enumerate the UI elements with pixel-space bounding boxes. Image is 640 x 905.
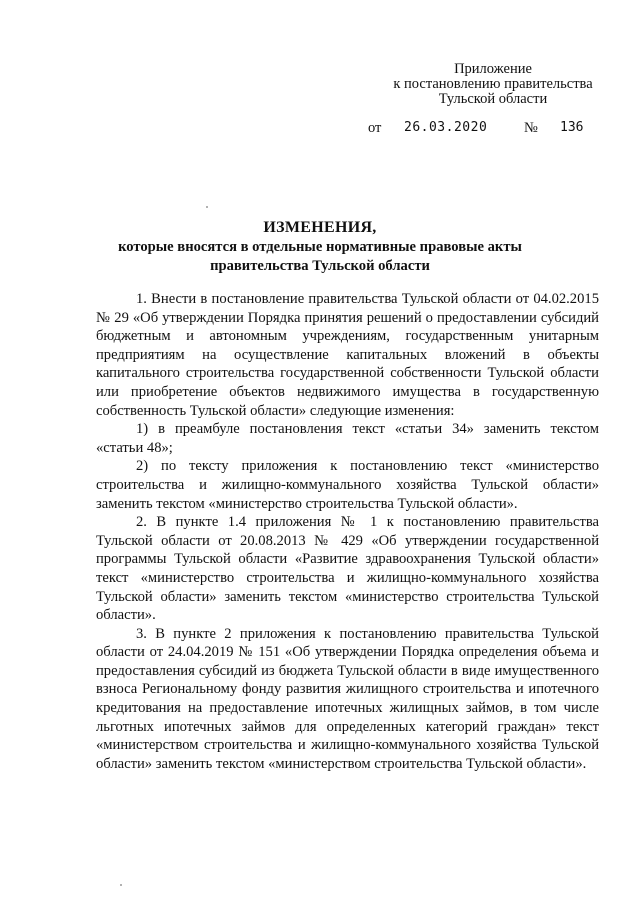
document-body xyxy=(96,290,599,773)
paragraph-3: 3. В пункте 2 приложения к постановлению правительства Тульской области от 24.04.2019 № 151 «Об утверждении Порядка определения объема и предоставления субсидий из бюджета Тульской области в виде имущественного взноса Региональному фонду развития жилищного строительства и ипотечного кредитования на предоставление ипотечных жилищных займов, в том числе льготных ипотечных займов для определенных категорий граждан» текст «министерством строительства и жилищно-коммунального хозяйства Тульской области» заменить текстом «министерством строительства Тульской области». xyxy=(96,625,599,772)
appendix-header xyxy=(388,62,598,107)
paragraph-1-subitem-1: 1) в преамбуле постановления текст «статьи 34» заменить текстом «статьи 48»; xyxy=(96,421,599,456)
title-line-3: правительства Тульской области xyxy=(210,258,430,274)
document-number: 136 xyxy=(560,120,584,135)
date-label: от xyxy=(368,120,382,136)
scan-speck xyxy=(120,884,122,886)
paragraph-2: 2. В пункте 1.4 приложения № 1 к постановлению правительства Тульской области от 20.08.2013 № 429 «Об утверждении государственной программы Тульской области «Развитие здравоохранения Тульской области» текст «министерство строительства и жилищно-коммунального хозяйства Тульской области» заменить текстом «министерство строительства Тульской области». xyxy=(96,514,599,624)
paragraph-1: 1. Внести в постановление правительства Тульской области от 04.02.2015 № 29 «Об утверждении Порядка принятия решений о предоставлении субсидий бюджетным и автономным учреждениям, государственным унитарным предприятиям на осуществление капитальных вложений в объекты капитального строительства государственной собственности Тульской области или приобретение объектов недвижимого имущества в государственную собственность Тульской области» следующие изменения: xyxy=(96,291,599,419)
scan-speck xyxy=(206,206,208,208)
title-main: ИЗМЕНЕНИЯ, xyxy=(263,219,377,236)
number-label: № xyxy=(524,120,538,136)
document-title xyxy=(96,218,544,276)
document-requisites xyxy=(368,120,598,138)
appendix-line-3: Тульской области xyxy=(438,91,548,107)
appendix-line-1: Приложение xyxy=(454,61,532,77)
document-date: 26.03.2020 xyxy=(404,120,488,135)
appendix-line-2: к постановлению правительства xyxy=(393,76,593,92)
title-line-2: которые вносятся в отдельные нормативные правовые акты xyxy=(118,239,522,255)
paragraph-1-subitem-2: 2) по тексту приложения к постановлению текст «министерство строительства и жилищно-коммунального хозяйства Тульской области» заменить текстом «министерство строительства Тульской области». xyxy=(96,458,599,512)
